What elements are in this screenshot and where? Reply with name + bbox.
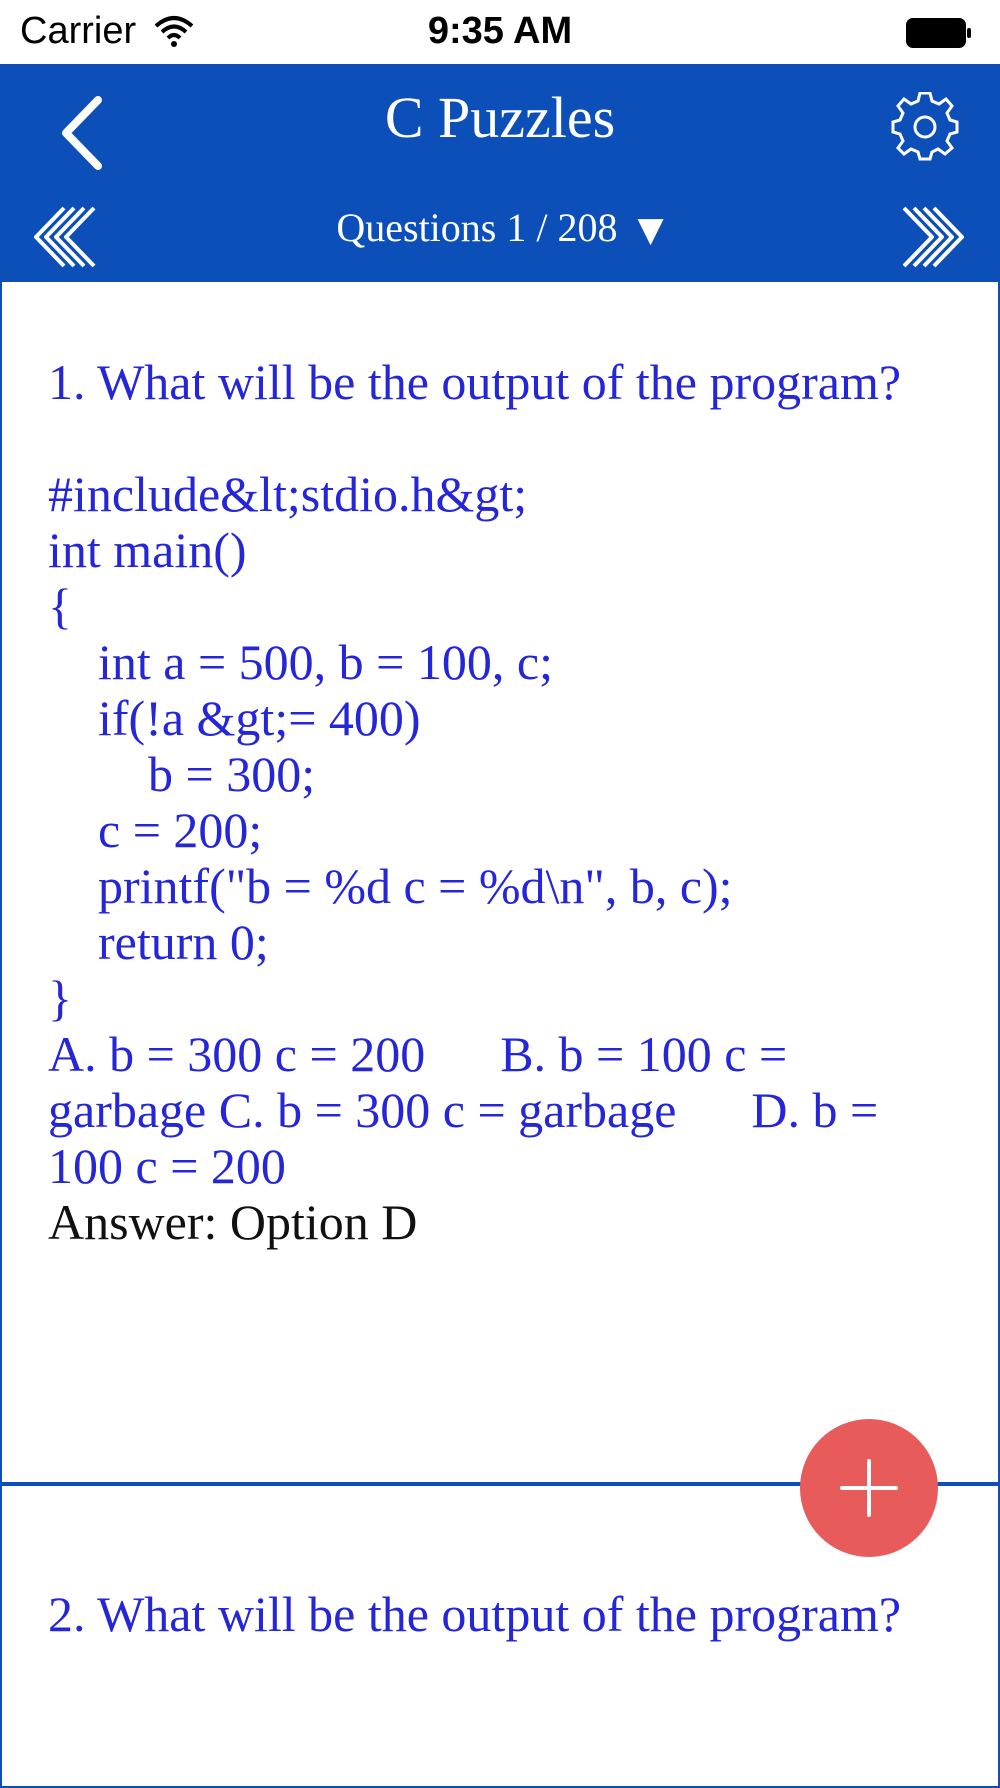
clock: 9:35 AM bbox=[427, 10, 573, 52]
battery-icon bbox=[906, 18, 972, 48]
code-line: return 0; bbox=[48, 914, 269, 970]
gear-icon[interactable] bbox=[890, 92, 960, 162]
code-line: printf("b = %d c = %d\n", b, c); bbox=[48, 858, 733, 914]
status-bar bbox=[0, 0, 1000, 64]
code-line: } bbox=[48, 970, 72, 1026]
question-title: 1. What will be the output of the program? bbox=[48, 354, 902, 410]
option-d: D. b = 100 c = 200 bbox=[48, 1082, 879, 1194]
question-selector[interactable] bbox=[0, 204, 1000, 251]
page-title: C Puzzles bbox=[384, 85, 616, 150]
option-b: B. b = 100 c = garbage bbox=[48, 1026, 788, 1138]
code-block bbox=[48, 466, 948, 1026]
code-line: { bbox=[48, 578, 72, 634]
code-line: c = 200; bbox=[48, 802, 263, 858]
plus-icon bbox=[800, 1419, 938, 1557]
answer-options bbox=[48, 1026, 948, 1194]
nav-bar bbox=[0, 64, 1000, 282]
question-content bbox=[48, 354, 948, 1250]
add-fab-button[interactable] bbox=[800, 1419, 938, 1557]
option-a: A. b = 300 c = 200 bbox=[48, 1026, 426, 1082]
question-content bbox=[48, 1586, 948, 1698]
carrier-label: Carrier bbox=[20, 10, 137, 52]
code-line: int a = 500, b = 100, c; bbox=[48, 634, 553, 690]
option-c: C. b = 300 c = garbage bbox=[218, 1082, 677, 1138]
code-line: if(!a &gt;= 400) bbox=[48, 690, 421, 746]
dropdown-arrow-icon: ▼ bbox=[637, 210, 664, 250]
code-line: b = 300; bbox=[48, 746, 316, 802]
question-selector-label: Questions 1 / 208 bbox=[336, 205, 618, 250]
code-line: int main() bbox=[48, 522, 247, 578]
code-line: #include&lt;stdio.h&gt; bbox=[48, 466, 528, 522]
question-title: 2. What will be the output of the program? bbox=[48, 1586, 902, 1642]
double-chevron-right-icon[interactable] bbox=[898, 202, 968, 272]
answer-text: Answer: Option D bbox=[48, 1194, 418, 1250]
question-card bbox=[0, 282, 1000, 1486]
